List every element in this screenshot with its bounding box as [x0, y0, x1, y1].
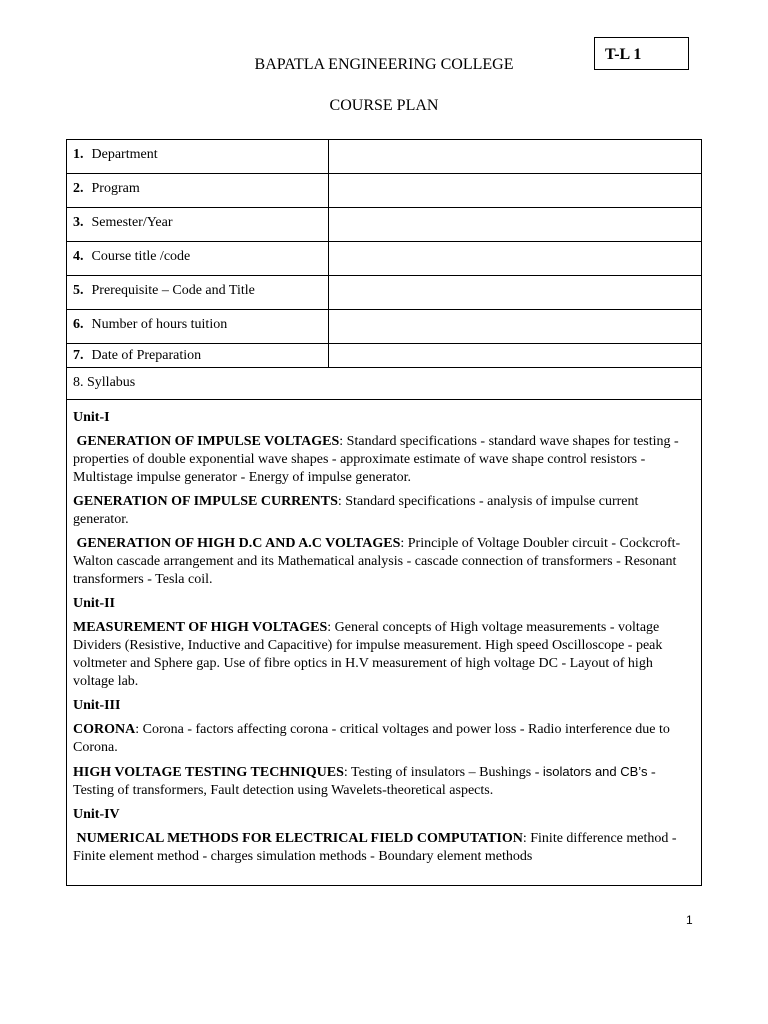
info-value-course-title	[329, 242, 701, 275]
row-label: Department	[91, 147, 158, 162]
row-number: 2.	[73, 181, 84, 196]
course-plan-sheet	[66, 139, 702, 886]
info-row-course-title	[67, 242, 701, 276]
unit-4-topic-1	[73, 830, 695, 866]
topic-text: : Corona - factors affecting corona - critical voltages and power loss - Radio interference due to Corona.	[73, 722, 670, 755]
info-value-program	[329, 174, 701, 207]
info-row-semester	[67, 208, 701, 242]
row-label: Semester/Year	[91, 215, 173, 230]
topic-text: isolators and CB’s	[542, 764, 648, 779]
info-row-date	[67, 344, 701, 367]
topic-text: : Finite difference method - Finite element method - charges simulation methods - Boundary element methods	[73, 831, 677, 864]
info-label-cell	[67, 242, 329, 275]
unit-3-topic-1	[73, 721, 695, 757]
row-number: 1.	[73, 147, 84, 162]
row-number: 3.	[73, 215, 84, 230]
college-name: BAPATLA ENGINEERING COLLEGE	[254, 56, 514, 73]
info-row-prerequisite	[67, 276, 701, 310]
unit-3-heading: Unit-III	[73, 698, 121, 713]
topic-title: GENERATION OF HIGH D.C AND A.C VOLTAGES	[76, 536, 401, 551]
topic-title: HIGH VOLTAGE TESTING TECHNIQUES	[73, 765, 344, 780]
page-number: 1	[686, 913, 693, 927]
info-value-prerequisite	[329, 276, 701, 309]
info-row-program	[67, 174, 701, 208]
info-label-cell	[67, 140, 329, 173]
row-label: Course title /code	[91, 249, 191, 264]
topic-text: - Testing of transformers, Fault detection using Wavelets-theoretical aspects.	[73, 765, 656, 798]
topic-title: MEASUREMENT OF HIGH VOLTAGES	[73, 620, 328, 635]
unit-2-topic-1	[73, 619, 695, 691]
info-value-hours	[329, 310, 701, 343]
document-tag: T-L 1	[594, 37, 689, 70]
topic-text: : Testing of insulators – Bushings -	[343, 765, 543, 780]
topic-text: : Standard specifications - analysis of impulse current generator.	[73, 494, 639, 527]
syllabus-heading: 8. Syllabus	[67, 367, 701, 400]
unit-4-heading: Unit-IV	[73, 807, 120, 822]
unit-1-topic-3	[73, 535, 695, 589]
topic-title: NUMERICAL METHODS FOR ELECTRICAL FIELD COMPUTATION	[76, 831, 523, 846]
row-label: Date of Preparation	[91, 348, 202, 363]
topic-text: : Principle of Voltage Doubler circuit - Cockcroft-Walton cascade arrangement and its Mathematical analysis - cascade connection of transformers - Resonant transformers - Tesla coil.	[73, 536, 681, 587]
info-label-cell	[67, 208, 329, 241]
topic-title: CORONA	[73, 722, 136, 737]
row-label: Number of hours tuition	[91, 317, 228, 332]
topic-text: : General concepts of High voltage measurements - voltage Dividers (Resistive, Inductive and Capacitive) for impulse measurement. High speed Oscilloscope - peak voltmeter and Sphere gap. Use of fibre optics in H.V measurement of high voltage DC - Layout of high voltage lab.	[73, 620, 663, 689]
row-label: Program	[91, 181, 140, 196]
row-number: 7.	[73, 348, 84, 363]
row-label: Prerequisite – Code and Title	[91, 283, 255, 298]
unit-3-topic-2	[73, 763, 695, 800]
info-row-hours	[67, 310, 701, 344]
unit-1-heading: Unit-I	[73, 410, 110, 425]
topic-title: GENERATION OF IMPULSE VOLTAGES	[76, 434, 340, 449]
row-number: 5.	[73, 283, 84, 298]
info-value-date	[329, 344, 701, 367]
info-label-cell	[67, 310, 329, 343]
info-label-cell	[67, 344, 329, 367]
topic-title: GENERATION OF IMPULSE CURRENTS	[73, 494, 338, 509]
row-number: 4.	[73, 249, 84, 264]
info-label-cell	[67, 174, 329, 207]
syllabus-content	[67, 402, 701, 872]
info-value-semester	[329, 208, 701, 241]
unit-2-heading: Unit-II	[73, 596, 116, 611]
info-value-department	[329, 140, 701, 173]
unit-1-topic-1	[73, 433, 695, 487]
info-row-department	[67, 140, 701, 174]
row-number: 6.	[73, 317, 84, 332]
topic-text: : Standard specifications - standard wave shapes for testing - properties of double exponential wave shapes - approximate estimate of wave shape control resistors - Multistage impulse generator - Energy of impulse generator.	[73, 434, 679, 485]
page-title: COURSE PLAN	[329, 97, 439, 114]
info-label-cell	[67, 276, 329, 309]
unit-1-topic-2	[73, 493, 695, 529]
